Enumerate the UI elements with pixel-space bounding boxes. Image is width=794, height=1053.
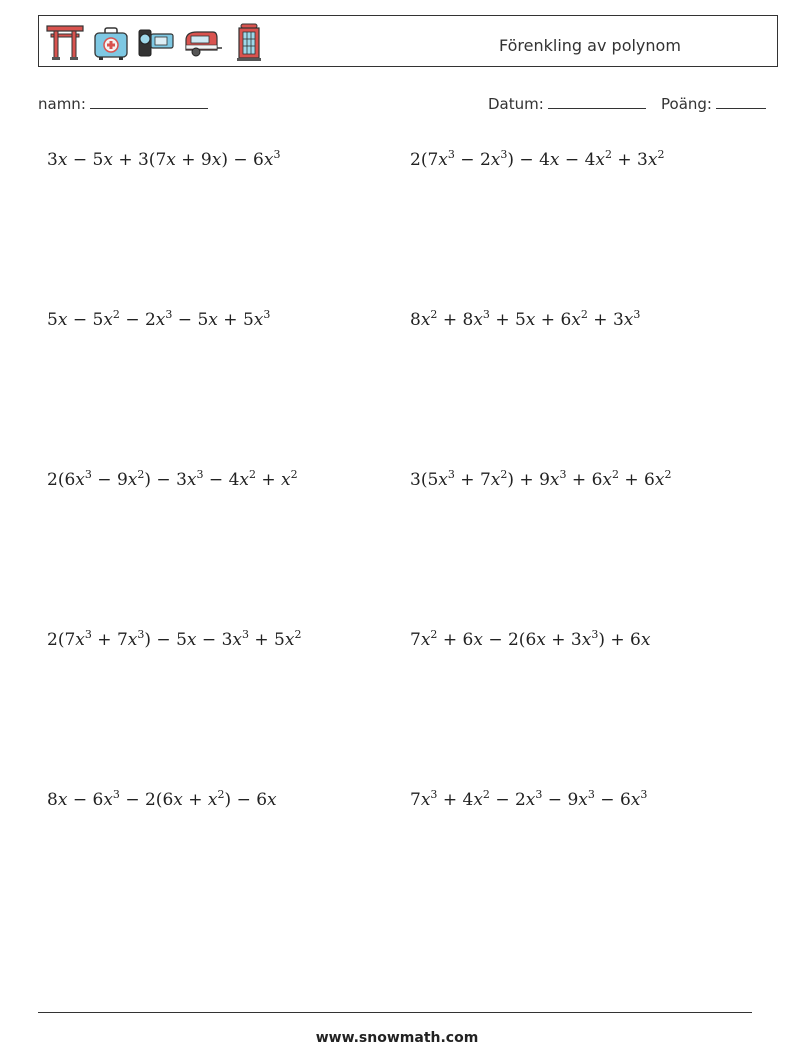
- date-blank: [548, 94, 646, 109]
- torii-gate-icon: [45, 22, 85, 62]
- header-icons: [45, 20, 269, 64]
- problem-5: $2(6x^3 - 9x^2) - 3x^3 - 4x^2 + x^2$: [47, 468, 298, 490]
- name-label: namn:: [38, 95, 86, 113]
- name-blank: [90, 94, 208, 109]
- footer-divider: [38, 1012, 752, 1013]
- name-field: [38, 94, 208, 113]
- problem-1: $3x - 5x + 3(7x + 9x) - 6x^3$: [47, 148, 281, 170]
- first-aid-kit-icon: [91, 22, 131, 62]
- problem-8: $7x^2 + 6x - 2(6x + 3x^3) + 6x$: [410, 628, 651, 650]
- score-field: [661, 94, 766, 113]
- problem-6: $3(5x^3 + 7x^2) + 9x^3 + 6x^2 + 6x^2$: [410, 468, 672, 490]
- camcorder-icon: [137, 22, 177, 62]
- problem-10: $7x^3 + 4x^2 - 2x^3 - 9x^3 - 6x^3$: [410, 788, 648, 810]
- score-label: Poäng:: [661, 95, 712, 113]
- worksheet-header: [38, 15, 778, 67]
- worksheet-title: Förenkling av polynom: [499, 36, 681, 55]
- problem-9: $8x - 6x^3 - 2(6x + x^2) - 6x$: [47, 788, 277, 810]
- date-field: [488, 94, 646, 113]
- problem-7: $2(7x^3 + 7x^3) - 5x - 3x^3 + 5x^2$: [47, 628, 302, 650]
- phone-booth-icon: [229, 22, 269, 62]
- score-blank: [716, 94, 766, 109]
- problem-3: $5x - 5x^2 - 2x^3 - 5x + 5x^3$: [47, 308, 271, 330]
- problem-4: $8x^2 + 8x^3 + 5x + 6x^2 + 3x^3$: [410, 308, 641, 330]
- problem-2: $2(7x^3 - 2x^3) - 4x - 4x^2 + 3x^2$: [410, 148, 665, 170]
- date-label: Datum:: [488, 95, 544, 113]
- footer-website: www.snowmath.com: [315, 1030, 479, 1046]
- camper-trailer-icon: [183, 22, 223, 62]
